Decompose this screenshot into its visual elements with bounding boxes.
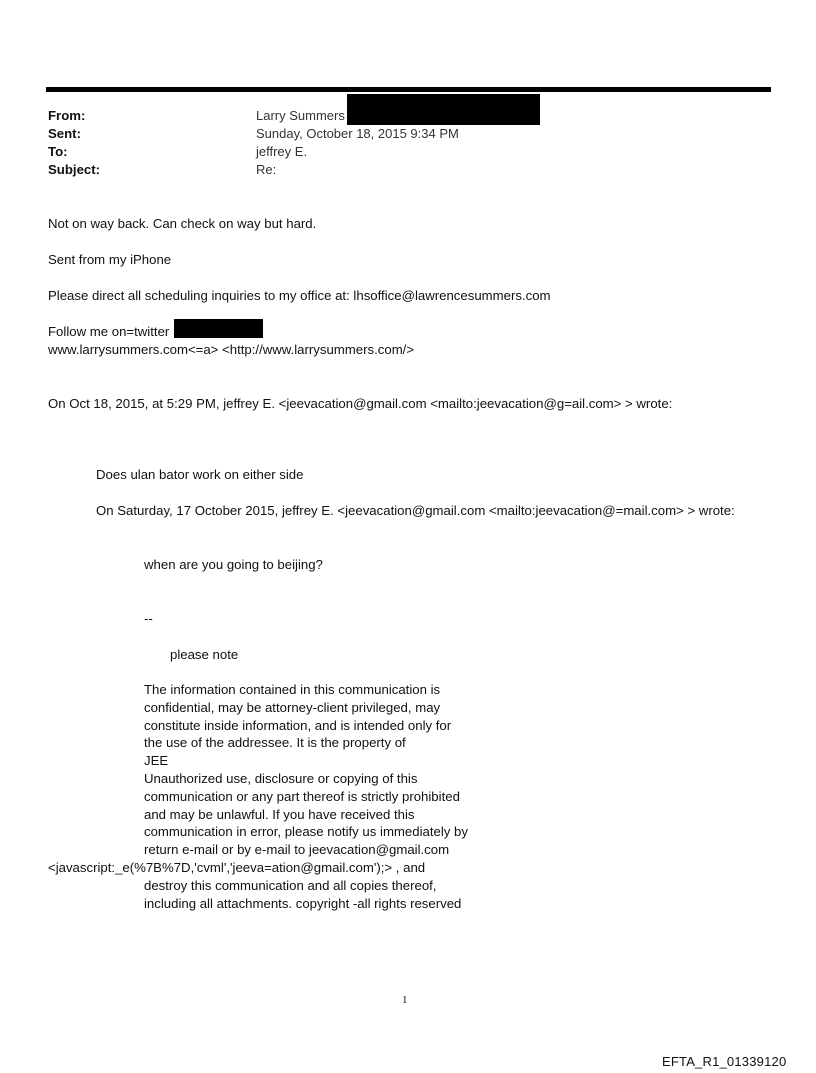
subject-value: Re: — [256, 162, 277, 177]
website-line: www.larrysummers.com<=a> <http://www.larrysummers.com/> — [48, 342, 415, 357]
disclaimer-block — [48, 681, 504, 912]
quote-1-text: Does ulan bator work on either side — [96, 467, 304, 482]
to-label: To: — [48, 144, 68, 159]
to-value: jeffrey E. — [256, 144, 308, 159]
disclaimer-line: including all attachments. copyright -all rights reserved — [144, 895, 462, 911]
disclaimer-line: Unauthorized use, disclosure or copying of this — [144, 770, 418, 786]
disclaimer-line: destroy this communication and all copies thereof, — [144, 877, 437, 893]
quote-2-text: when are you going to beijing? — [144, 557, 323, 572]
subject-label: Subject: — [48, 162, 101, 177]
quote-1-header: On Oct 18, 2015, at 5:29 PM, jeffrey E. <jeevacation@gmail.com <mailto:jeevacation@g=ail.com> > wrote: — [48, 396, 673, 411]
please-note: please note — [170, 647, 239, 662]
follow-line: Follow me on=twitter — [48, 324, 170, 339]
header-rule — [46, 87, 771, 92]
sent-value: Sunday, October 18, 2015 9:34 PM — [256, 126, 459, 141]
disclaimer-line: <javascript:_e(%7B%7D,'cvml','jeeva=ation@gmail.com');> , and — [48, 859, 426, 875]
disclaimer-line: and may be unlawful. If you have received this — [144, 806, 415, 822]
redaction-box — [174, 319, 263, 338]
document-id: EFTA_R1_01339120 — [662, 1054, 787, 1069]
quote-2-header: On Saturday, 17 October 2015, jeffrey E. <jeevacation@gmail.com <mailto:jeevacation@=mail.com> > wrote: — [96, 503, 735, 518]
sent-label: Sent: — [48, 126, 81, 141]
body-line-2: Sent from my iPhone — [48, 252, 172, 267]
disclaimer-line: constitute inside information, and is intended only for — [144, 717, 452, 733]
body-line-3: Please direct all scheduling inquiries to my office at: lhsoffice@lawrencesummers.com — [48, 288, 551, 303]
signature-dash: -- — [144, 611, 153, 626]
disclaimer-line: return e-mail or by e-mail to jeevacation@gmail.com — [144, 842, 450, 858]
disclaimer-line: communication in error, please notify us immediately by — [144, 824, 468, 840]
disclaimer-line: The information contained in this communication is — [144, 682, 441, 697]
disclaimer-line: the use of the addressee. It is the property of — [144, 735, 406, 751]
disclaimer-line: confidential, may be attorney-client privileged, may — [144, 699, 441, 715]
from-label: From: — [48, 108, 86, 123]
page-number: 1 — [402, 994, 408, 1006]
disclaimer-line: communication or any part thereof is strictly prohibited — [144, 788, 460, 804]
redaction-box — [347, 94, 540, 125]
from-value: Larry Summers — [256, 108, 345, 123]
body-line-1: Not on way back. Can check on way but hard. — [48, 216, 317, 231]
disclaimer-line: JEE — [144, 753, 169, 769]
